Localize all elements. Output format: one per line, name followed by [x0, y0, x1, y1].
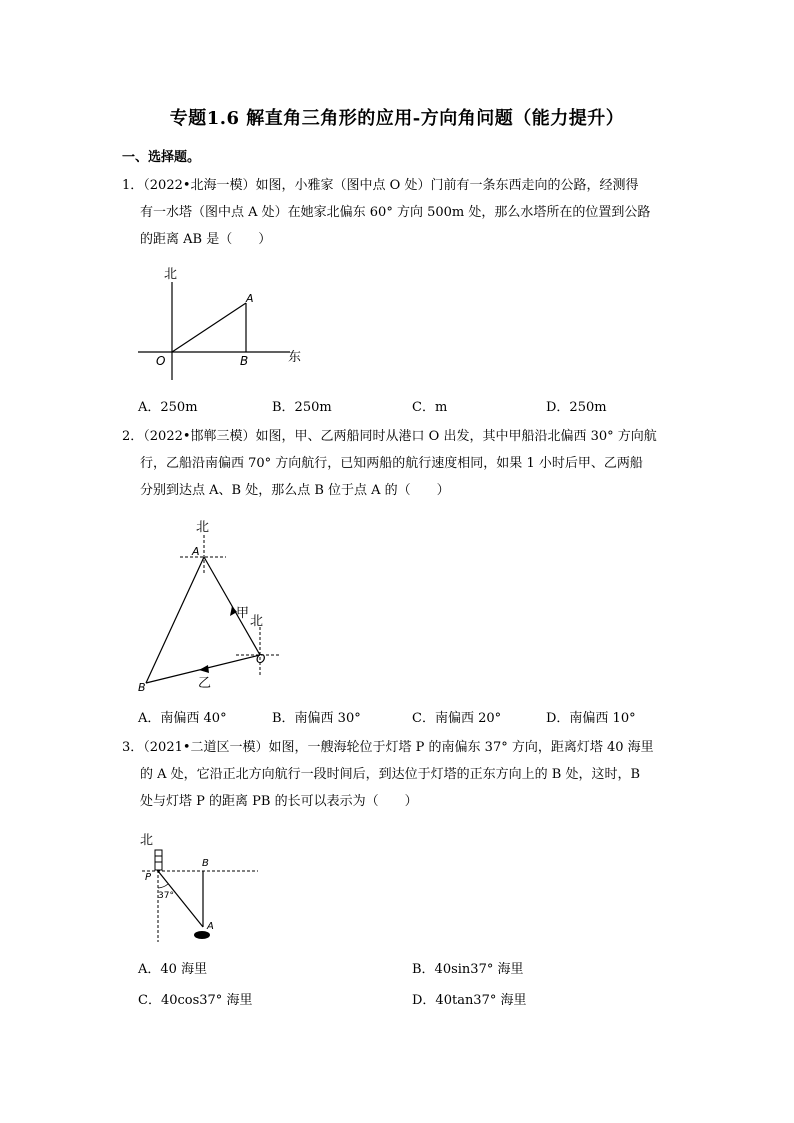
option-a[interactable]: A．南偏西 40°: [138, 711, 227, 726]
question-2-line-2: 行，乙船沿南偏西 70° 方向航行，已知两船的航行速度相同，如果 1 小时后甲、乙两船: [140, 456, 643, 471]
label-A: A: [192, 545, 200, 558]
option-a[interactable]: A．250m: [138, 400, 198, 415]
question-3-line-2: 的 A 处，它沿正北方向航行一段时间后，到达位于灯塔的正东方向上的 B 处，这时，B: [140, 767, 641, 782]
label-P: P: [145, 872, 152, 883]
question-1: [122, 172, 678, 253]
lighthouse-icon: [155, 850, 162, 870]
question-1-line-2: 有一水塔（图中点 A 处）在她家北偏东 60° 方向 500m 处，那么水塔所在的位置到公路: [140, 205, 651, 220]
question-1-line-1: [122, 172, 678, 199]
page-title: 专题1.6 解直角三角形的应用-方向角问题（能力提升）: [169, 108, 625, 129]
ship-icon: [194, 931, 210, 939]
label-yi: 乙: [198, 676, 212, 691]
question-3-line-3: 处与灯塔 P 的距离 PB 的长可以表示为（ ）: [140, 794, 418, 809]
option-b[interactable]: B．250m: [272, 400, 332, 415]
option-c[interactable]: C．m: [412, 400, 448, 415]
question-text: （2021•二道区一模）如图，一艘海轮位于灯塔 P 的南偏东 37° 方向，距离灯塔 40 海里: [143, 740, 654, 755]
question-number: 3．: [122, 740, 144, 755]
label-east: 东: [288, 350, 302, 365]
angle-arc: [158, 884, 168, 888]
label-angle: 37°: [158, 891, 174, 901]
option-b[interactable]: B．南偏西 30°: [272, 711, 361, 726]
option-b[interactable]: B．40sin37° 海里: [412, 962, 524, 977]
question-1-line-3: 的距离 AB 是（ ）: [140, 232, 272, 247]
question-3: [122, 734, 678, 815]
option-d[interactable]: D．南偏西 10°: [546, 711, 636, 726]
question-2-line-3: 分别到达点 A、B 处，那么点 B 位于点 A 的（ ）: [140, 483, 450, 498]
label-B: B: [138, 681, 146, 694]
label-A: A: [207, 921, 214, 932]
segment-AB: [146, 557, 204, 683]
label-O: O: [256, 652, 266, 666]
label-jia: 甲: [236, 606, 250, 621]
figure-3-diagram: [136, 828, 266, 946]
option-a[interactable]: A．40 海里: [138, 962, 208, 977]
segment-OA: [172, 303, 246, 352]
option-c[interactable]: C．40cos37° 海里: [138, 993, 253, 1008]
figure-1-diagram: [130, 262, 320, 387]
option-d[interactable]: D．250m: [546, 400, 607, 415]
label-O: O: [156, 354, 166, 368]
section-heading: 一、选择题。: [122, 150, 201, 165]
question-2-line-1: [122, 423, 678, 450]
question-number: 1．: [122, 178, 144, 193]
label-north: 北: [164, 267, 178, 282]
label-B: B: [240, 354, 249, 368]
figure-2-diagram: [132, 515, 292, 695]
label-north-o: 北: [250, 614, 264, 629]
question-3-line-1: [122, 734, 678, 761]
option-d[interactable]: D．40tan37° 海里: [412, 993, 527, 1008]
label-B: B: [202, 858, 209, 869]
question-2: [122, 423, 678, 504]
label-north-top: 北: [196, 520, 210, 535]
label-north: 北: [140, 833, 154, 848]
question-text: （2022•北海一模）如图，小雅家（图中点 O 处）门前有一条东西走向的公路，经测得: [143, 178, 639, 193]
option-c[interactable]: C．南偏西 20°: [412, 711, 502, 726]
question-number: 2．: [122, 429, 144, 444]
label-A: A: [246, 292, 254, 305]
question-text: （2022•邯郸三模）如图，甲、乙两船同时从港口 O 出发，其中甲船沿北偏西 30° 方向航: [143, 429, 657, 444]
